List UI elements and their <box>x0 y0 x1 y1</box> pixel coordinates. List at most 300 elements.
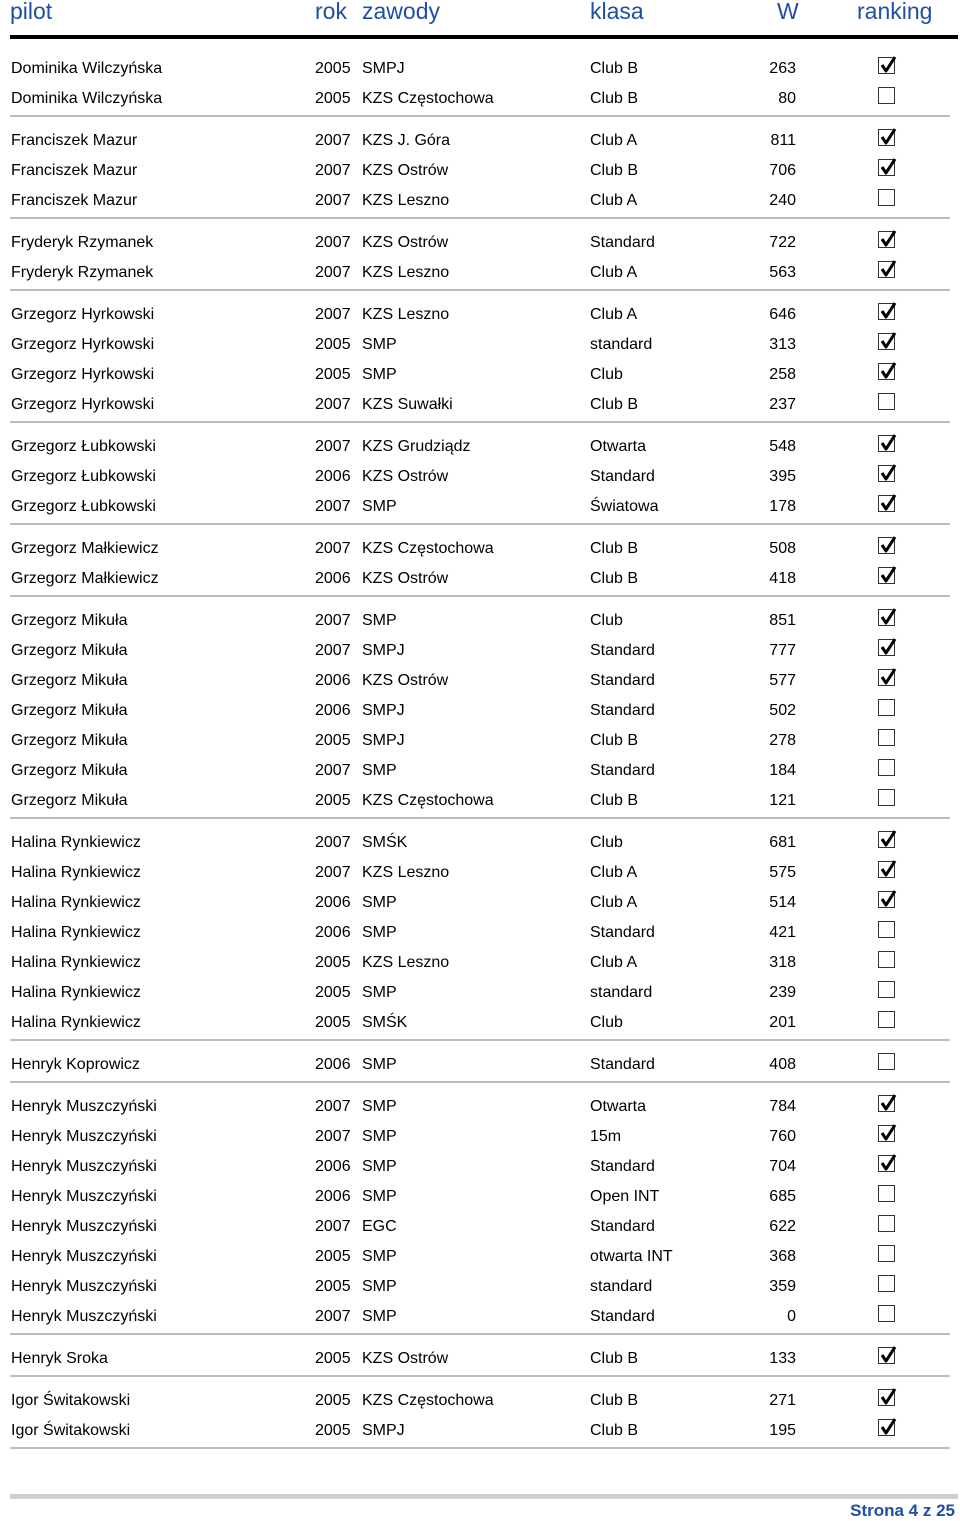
cell-klasa: Club B <box>590 732 639 749</box>
table-row <box>0 828 960 858</box>
group-divider <box>10 115 950 117</box>
cell-pilot: Dominika Wilczyńska <box>11 90 163 107</box>
cell-pilot: Grzegorz Małkiewicz <box>11 570 159 587</box>
table-row <box>0 948 960 978</box>
cell-klasa: Światowa <box>590 498 659 515</box>
cell-w: 0 <box>787 1308 796 1325</box>
header-rok: rok <box>315 0 347 24</box>
cell-zawody: SMP <box>362 1098 397 1115</box>
cell-w: 706 <box>769 162 796 179</box>
table-row <box>0 1416 960 1446</box>
cell-zawody: KZS Ostrów <box>362 234 449 251</box>
cell-pilot: Fryderyk Rzymanek <box>11 264 154 281</box>
cell-rok: 2005 <box>315 792 351 809</box>
checked-checkbox-icon[interactable] <box>878 495 895 512</box>
cell-klasa: Club B <box>590 396 639 413</box>
cell-klasa: Club A <box>590 132 638 149</box>
checked-checkbox-icon[interactable] <box>878 1389 895 1406</box>
table-row <box>0 978 960 1008</box>
cell-klasa: Club A <box>590 306 638 323</box>
cell-rok: 2006 <box>315 570 351 587</box>
cell-w: 408 <box>769 1056 796 1073</box>
cell-rok: 2007 <box>315 438 351 455</box>
cell-klasa: Club A <box>590 264 638 281</box>
cell-w: 548 <box>769 438 796 455</box>
cell-rok: 2007 <box>315 234 351 251</box>
cell-pilot: Henryk Muszczyński <box>11 1098 157 1115</box>
cell-zawody: SMP <box>362 1158 397 1175</box>
cell-klasa: otwarta INT <box>590 1248 673 1265</box>
header-w: W <box>777 0 799 24</box>
cell-rok: 2007 <box>315 264 351 281</box>
checked-checkbox-icon[interactable] <box>878 1095 895 1112</box>
table-row <box>0 1344 960 1374</box>
cell-w: 368 <box>769 1248 796 1265</box>
cell-w: 577 <box>769 672 796 689</box>
empty-checkbox-icon[interactable] <box>878 1305 895 1322</box>
table-row <box>0 606 960 636</box>
cell-rok: 2007 <box>315 642 351 659</box>
cell-pilot: Grzegorz Łubkowski <box>11 468 156 485</box>
cell-zawody: KZS J. Góra <box>362 132 451 149</box>
table-row <box>0 696 960 726</box>
header-zawody: zawody <box>362 0 440 24</box>
table-row <box>0 1272 960 1302</box>
cell-w: 359 <box>769 1278 796 1295</box>
cell-klasa: Standard <box>590 1218 655 1235</box>
cell-w: 502 <box>769 702 796 719</box>
cell-w: 722 <box>769 234 796 251</box>
cell-klasa: Standard <box>590 468 655 485</box>
checked-checkbox-icon[interactable] <box>878 639 895 656</box>
group-divider <box>10 595 950 597</box>
cell-zawody: SMP <box>362 336 397 353</box>
cell-w: 121 <box>769 792 796 809</box>
empty-checkbox-icon[interactable] <box>878 759 895 776</box>
cell-rok: 2005 <box>315 60 351 77</box>
cell-w: 418 <box>769 570 796 587</box>
cell-pilot: Grzegorz Łubkowski <box>11 438 156 455</box>
cell-rok: 2005 <box>315 954 351 971</box>
cell-rok: 2005 <box>315 732 351 749</box>
cell-klasa: Standard <box>590 924 655 941</box>
cell-pilot: Dominika Wilczyńska <box>11 60 163 77</box>
cell-pilot: Fryderyk Rzymanek <box>11 234 154 251</box>
table-row <box>0 126 960 156</box>
table-row <box>0 786 960 816</box>
cell-klasa: Standard <box>590 672 655 689</box>
empty-checkbox-icon[interactable] <box>878 1215 895 1232</box>
checked-checkbox-icon[interactable] <box>878 537 895 554</box>
empty-checkbox-icon[interactable] <box>878 789 895 806</box>
cell-w: 514 <box>769 894 796 911</box>
cell-zawody: EGC <box>362 1218 397 1235</box>
checked-checkbox-icon[interactable] <box>878 261 895 278</box>
cell-w: 777 <box>769 642 796 659</box>
cell-pilot: Grzegorz Mikuła <box>11 762 128 779</box>
cell-klasa: Standard <box>590 642 655 659</box>
empty-checkbox-icon[interactable] <box>878 921 895 938</box>
cell-pilot: Henryk Sroka <box>11 1350 108 1367</box>
cell-rok: 2006 <box>315 702 351 719</box>
cell-pilot: Grzegorz Mikuła <box>11 792 128 809</box>
cell-zawody: SMP <box>362 1056 397 1073</box>
cell-rok: 2007 <box>315 498 351 515</box>
cell-w: 271 <box>769 1392 796 1409</box>
cell-w: 318 <box>769 954 796 971</box>
cell-rok: 2005 <box>315 1248 351 1265</box>
cell-rok: 2007 <box>315 1308 351 1325</box>
table-row <box>0 84 960 114</box>
empty-checkbox-icon[interactable] <box>878 87 895 104</box>
group-divider <box>10 1333 950 1335</box>
cell-pilot: Grzegorz Mikuła <box>11 672 128 689</box>
cell-w: 239 <box>769 984 796 1001</box>
cell-zawody: SMP <box>362 1188 397 1205</box>
cell-zawody: KZS Częstochowa <box>362 540 494 557</box>
cell-klasa: Club B <box>590 792 639 809</box>
checked-checkbox-icon[interactable] <box>878 129 895 146</box>
table-row <box>0 888 960 918</box>
cell-klasa: Club <box>590 834 623 851</box>
empty-checkbox-icon[interactable] <box>878 951 895 968</box>
cell-rok: 2007 <box>315 864 351 881</box>
cell-w: 851 <box>769 612 796 629</box>
cell-pilot: Henryk Muszczyński <box>11 1128 157 1145</box>
cell-w: 133 <box>769 1350 796 1367</box>
table-row <box>0 330 960 360</box>
cell-klasa: standard <box>590 1278 653 1295</box>
cell-zawody: KZS Częstochowa <box>362 792 494 809</box>
cell-rok: 2006 <box>315 894 351 911</box>
cell-rok: 2007 <box>315 162 351 179</box>
cell-pilot: Henryk Muszczyński <box>11 1278 157 1295</box>
checked-checkbox-icon[interactable] <box>878 609 895 626</box>
cell-zawody: SMP <box>362 894 397 911</box>
cell-klasa: Club A <box>590 894 638 911</box>
cell-pilot: Halina Rynkiewicz <box>11 834 141 851</box>
cell-zawody: KZS Ostrów <box>362 468 449 485</box>
cell-klasa: Club B <box>590 540 639 557</box>
cell-klasa: Club B <box>590 570 639 587</box>
group-divider <box>10 217 950 219</box>
cell-rok: 2007 <box>315 396 351 413</box>
checked-checkbox-icon[interactable] <box>878 891 895 908</box>
cell-pilot: Henryk Muszczyński <box>11 1248 157 1265</box>
cell-w: 784 <box>769 1098 796 1115</box>
cell-pilot: Grzegorz Hyrkowski <box>11 336 155 353</box>
group-divider <box>10 1081 950 1083</box>
cell-pilot: Grzegorz Małkiewicz <box>11 540 159 557</box>
cell-zawody: SMP <box>362 924 397 941</box>
checked-checkbox-icon[interactable] <box>878 669 895 686</box>
cell-rok: 2005 <box>315 1392 351 1409</box>
table-row <box>0 1182 960 1212</box>
cell-zawody: SMPJ <box>362 702 405 719</box>
empty-checkbox-icon[interactable] <box>878 189 895 206</box>
cell-zawody: SMŚK <box>362 834 408 851</box>
table-row <box>0 1302 960 1332</box>
table-row <box>0 666 960 696</box>
checked-checkbox-icon[interactable] <box>878 831 895 848</box>
cell-w: 622 <box>769 1218 796 1235</box>
cell-klasa: Standard <box>590 1158 655 1175</box>
cell-zawody: SMPJ <box>362 732 405 749</box>
cell-klasa: Open INT <box>590 1188 660 1205</box>
cell-zawody: KZS Częstochowa <box>362 90 494 107</box>
table-row <box>0 390 960 420</box>
table-row <box>0 756 960 786</box>
cell-rok: 2007 <box>315 306 351 323</box>
cell-klasa: Club B <box>590 1392 639 1409</box>
cell-klasa: Standard <box>590 762 655 779</box>
table-row <box>0 1242 960 1272</box>
cell-rok: 2007 <box>315 540 351 557</box>
cell-klasa: 15m <box>590 1128 622 1145</box>
group-divider <box>10 1375 950 1377</box>
cell-pilot: Grzegorz Hyrkowski <box>11 396 155 413</box>
cell-rok: 2007 <box>315 612 351 629</box>
cell-pilot: Igor Świtakowski <box>11 1392 131 1409</box>
checked-checkbox-icon[interactable] <box>878 363 895 380</box>
cell-rok: 2006 <box>315 1188 351 1205</box>
cell-klasa: Club B <box>590 1422 639 1439</box>
cell-pilot: Franciszek Mazur <box>11 162 138 179</box>
cell-pilot: Grzegorz Mikuła <box>11 642 128 659</box>
cell-zawody: SMPJ <box>362 60 405 77</box>
cell-zawody: SMP <box>362 1248 397 1265</box>
checked-checkbox-icon[interactable] <box>878 1125 895 1142</box>
cell-zawody: SMPJ <box>362 642 405 659</box>
table-row <box>0 360 960 390</box>
cell-zawody: KZS Ostrów <box>362 162 449 179</box>
header-klasa: klasa <box>590 0 644 24</box>
cell-klasa: Club B <box>590 90 639 107</box>
cell-w: 421 <box>769 924 796 941</box>
cell-pilot: Halina Rynkiewicz <box>11 894 141 911</box>
cell-zawody: KZS Ostrów <box>362 1350 449 1367</box>
cell-klasa: Standard <box>590 1308 655 1325</box>
table-row <box>0 1386 960 1416</box>
cell-pilot: Halina Rynkiewicz <box>11 864 141 881</box>
cell-klasa: Club <box>590 1014 623 1031</box>
cell-pilot: Henryk Muszczyński <box>11 1158 157 1175</box>
cell-zawody: SMP <box>362 612 397 629</box>
cell-rok: 2006 <box>315 1056 351 1073</box>
group-divider <box>10 289 950 291</box>
cell-rok: 2007 <box>315 762 351 779</box>
cell-w: 201 <box>769 1014 796 1031</box>
cell-zawody: KZS Grudziądz <box>362 438 471 455</box>
header-ranking: ranking <box>857 0 933 24</box>
cell-klasa: Club B <box>590 162 639 179</box>
cell-klasa: Club A <box>590 954 638 971</box>
cell-klasa: standard <box>590 984 653 1001</box>
cell-pilot: Henryk Muszczyński <box>11 1188 157 1205</box>
table-row <box>0 564 960 594</box>
table-row <box>0 462 960 492</box>
cell-zawody: KZS Częstochowa <box>362 1392 494 1409</box>
group-divider <box>10 1447 950 1449</box>
cell-w: 681 <box>769 834 796 851</box>
cell-w: 178 <box>769 498 796 515</box>
table-row <box>0 1092 960 1122</box>
cell-w: 184 <box>769 762 796 779</box>
cell-zawody: SMP <box>362 498 397 515</box>
checked-checkbox-icon[interactable] <box>878 303 895 320</box>
checked-checkbox-icon[interactable] <box>878 57 895 74</box>
checked-checkbox-icon[interactable] <box>878 567 895 584</box>
table-row <box>0 1212 960 1242</box>
cell-rok: 2005 <box>315 336 351 353</box>
cell-w: 395 <box>769 468 796 485</box>
cell-klasa: Club B <box>590 1350 639 1367</box>
empty-checkbox-icon[interactable] <box>878 1053 895 1070</box>
cell-w: 237 <box>769 396 796 413</box>
cell-zawody: SMP <box>362 366 397 383</box>
empty-checkbox-icon[interactable] <box>878 981 895 998</box>
empty-checkbox-icon[interactable] <box>878 393 895 410</box>
cell-rok: 2007 <box>315 1218 351 1235</box>
empty-checkbox-icon[interactable] <box>878 1275 895 1292</box>
table-row <box>0 636 960 666</box>
cell-rok: 2006 <box>315 1158 351 1175</box>
cell-pilot: Grzegorz Hyrkowski <box>11 306 155 323</box>
group-divider <box>10 421 950 423</box>
cell-w: 575 <box>769 864 796 881</box>
cell-w: 760 <box>769 1128 796 1145</box>
cell-w: 563 <box>769 264 796 281</box>
page-number: Strona 4 z 25 <box>850 1501 955 1520</box>
cell-zawody: SMPJ <box>362 1422 405 1439</box>
cell-w: 646 <box>769 306 796 323</box>
cell-w: 811 <box>770 132 796 149</box>
cell-klasa: Otwarta <box>590 1098 647 1115</box>
cell-w: 508 <box>769 540 796 557</box>
cell-w: 263 <box>769 60 796 77</box>
checked-checkbox-icon[interactable] <box>878 159 895 176</box>
cell-zawody: KZS Leszno <box>362 864 450 881</box>
cell-rok: 2005 <box>315 366 351 383</box>
cell-w: 195 <box>769 1422 796 1439</box>
cell-rok: 2007 <box>315 132 351 149</box>
cell-pilot: Grzegorz Łubkowski <box>11 498 156 515</box>
table-row <box>0 258 960 288</box>
cell-zawody: KZS Leszno <box>362 192 450 209</box>
cell-zawody: SMP <box>362 1278 397 1295</box>
cell-zawody: SMP <box>362 1308 397 1325</box>
table-row <box>0 1050 960 1080</box>
group-divider <box>10 523 950 525</box>
cell-pilot: Grzegorz Mikuła <box>11 612 128 629</box>
cell-zawody: KZS Leszno <box>362 306 450 323</box>
cell-rok: 2005 <box>315 90 351 107</box>
cell-zawody: SMP <box>362 1128 397 1145</box>
cell-pilot: Franciszek Mazur <box>11 192 138 209</box>
checked-checkbox-icon[interactable] <box>878 1419 895 1436</box>
checked-checkbox-icon[interactable] <box>878 465 895 482</box>
footer-divider <box>10 1494 958 1499</box>
cell-klasa: Club <box>590 612 623 629</box>
cell-pilot: Halina Rynkiewicz <box>11 984 141 1001</box>
cell-zawody: KZS Leszno <box>362 264 450 281</box>
cell-rok: 2007 <box>315 192 351 209</box>
table-row <box>0 534 960 564</box>
checked-checkbox-icon[interactable] <box>878 861 895 878</box>
cell-rok: 2005 <box>315 1014 351 1031</box>
cell-zawody: SMŚK <box>362 1014 408 1031</box>
cell-zawody: SMP <box>362 762 397 779</box>
checked-checkbox-icon[interactable] <box>878 435 895 452</box>
empty-checkbox-icon[interactable] <box>878 1185 895 1202</box>
cell-w: 240 <box>769 192 796 209</box>
cell-pilot: Grzegorz Mikuła <box>11 702 128 719</box>
cell-klasa: Club A <box>590 192 638 209</box>
cell-rok: 2005 <box>315 984 351 1001</box>
table-row <box>0 858 960 888</box>
table-row <box>0 1122 960 1152</box>
cell-pilot: Henryk Muszczyński <box>11 1218 157 1235</box>
checked-checkbox-icon[interactable] <box>878 333 895 350</box>
cell-rok: 2006 <box>315 468 351 485</box>
table-row <box>0 54 960 84</box>
cell-w: 258 <box>769 366 796 383</box>
checked-checkbox-icon[interactable] <box>878 231 895 248</box>
table-row <box>0 228 960 258</box>
cell-klasa: Club B <box>590 60 639 77</box>
cell-klasa: Club <box>590 366 623 383</box>
checked-checkbox-icon[interactable] <box>878 1155 895 1172</box>
table-header <box>0 0 960 30</box>
cell-pilot: Franciszek Mazur <box>11 132 138 149</box>
table-row <box>0 1008 960 1038</box>
header-pilot: pilot <box>10 0 53 24</box>
cell-w: 80 <box>778 90 796 107</box>
empty-checkbox-icon[interactable] <box>878 729 895 746</box>
cell-w: 278 <box>769 732 796 749</box>
cell-zawody: KZS Ostrów <box>362 570 449 587</box>
empty-checkbox-icon[interactable] <box>878 1245 895 1262</box>
cell-rok: 2005 <box>315 1422 351 1439</box>
cell-zawody: KZS Leszno <box>362 954 450 971</box>
table-row <box>0 492 960 522</box>
empty-checkbox-icon[interactable] <box>878 1011 895 1028</box>
cell-rok: 2006 <box>315 924 351 941</box>
empty-checkbox-icon[interactable] <box>878 699 895 716</box>
cell-pilot: Henryk Koprowicz <box>11 1056 140 1073</box>
cell-rok: 2007 <box>315 1098 351 1115</box>
header-divider <box>10 35 958 39</box>
table-row <box>0 432 960 462</box>
cell-klasa: Otwarta <box>590 438 647 455</box>
cell-klasa: Standard <box>590 702 655 719</box>
cell-klasa: Standard <box>590 1056 655 1073</box>
cell-pilot: Halina Rynkiewicz <box>11 954 141 971</box>
table-row <box>0 156 960 186</box>
cell-pilot: Halina Rynkiewicz <box>11 1014 141 1031</box>
cell-rok: 2007 <box>315 1128 351 1145</box>
cell-pilot: Henryk Muszczyński <box>11 1308 157 1325</box>
cell-rok: 2007 <box>315 834 351 851</box>
cell-pilot: Grzegorz Mikuła <box>11 732 128 749</box>
group-divider <box>10 1039 950 1041</box>
cell-pilot: Igor Świtakowski <box>11 1422 131 1439</box>
cell-zawody: KZS Suwałki <box>362 396 453 413</box>
cell-klasa: Club A <box>590 864 638 881</box>
checked-checkbox-icon[interactable] <box>878 1347 895 1364</box>
cell-pilot: Halina Rynkiewicz <box>11 924 141 941</box>
group-divider <box>10 817 950 819</box>
